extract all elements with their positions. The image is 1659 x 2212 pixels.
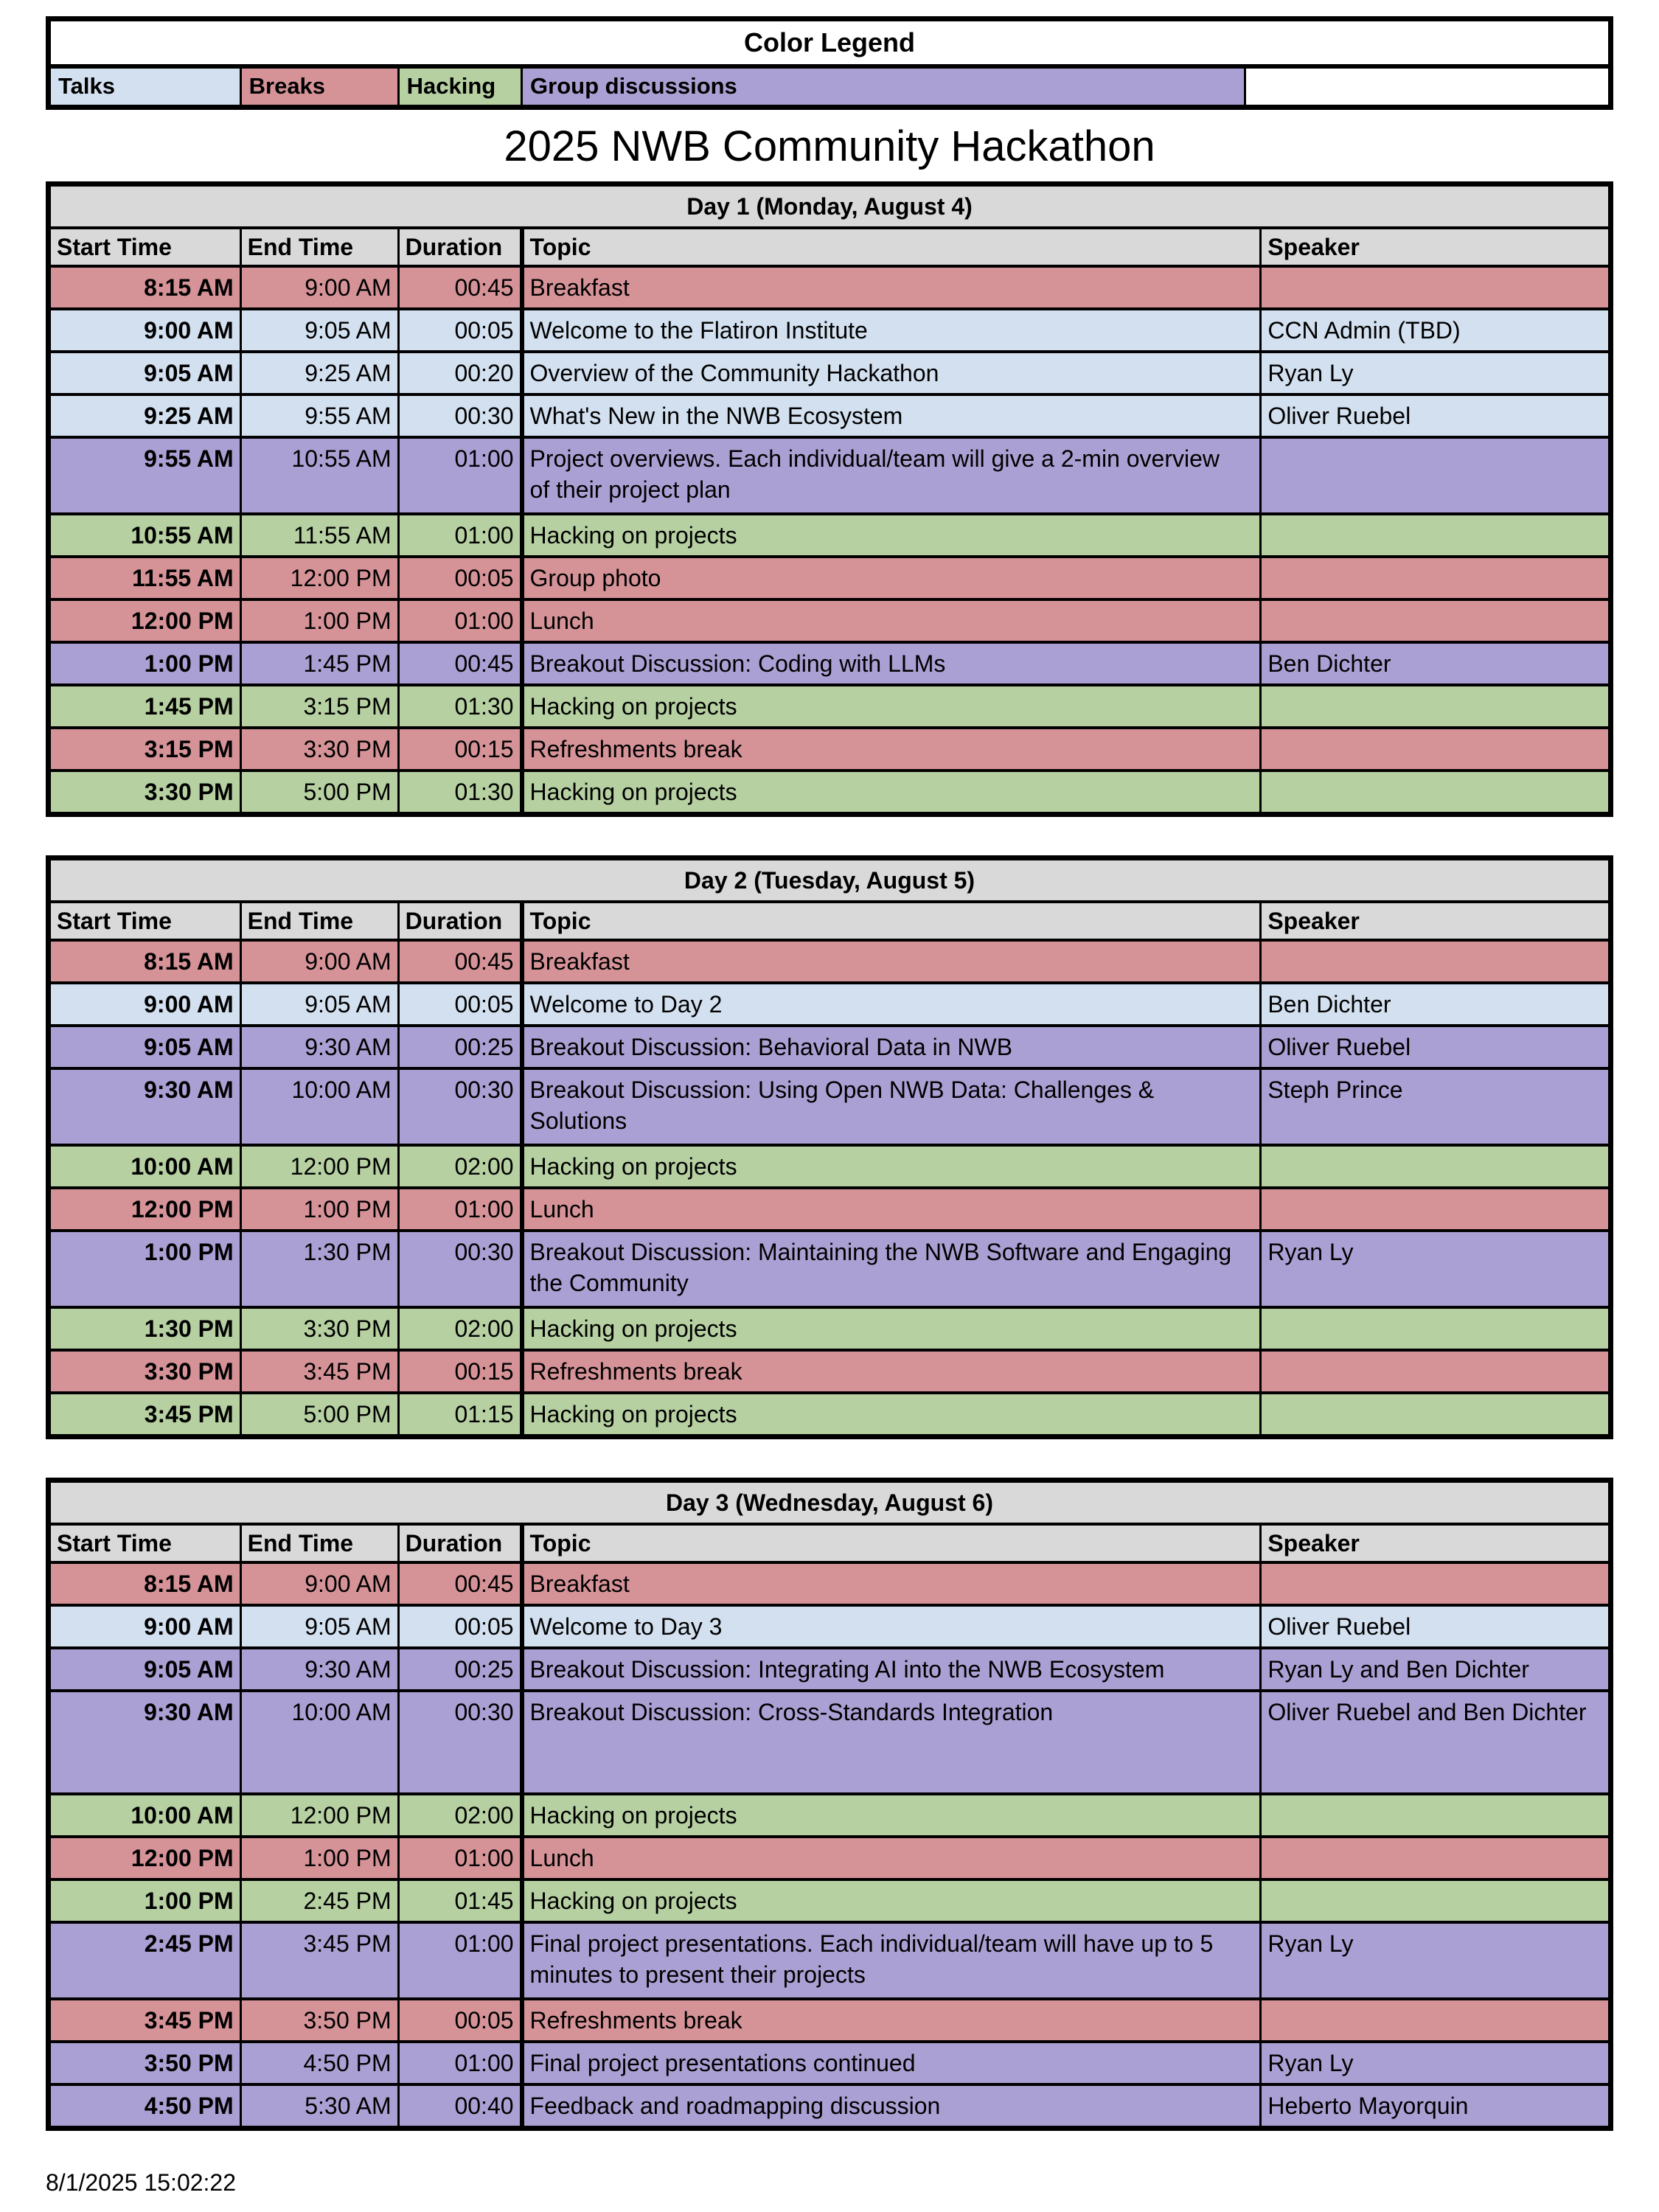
column-header-topic: Topic bbox=[522, 1524, 1261, 1562]
topic-cell: Hacking on projects bbox=[522, 1307, 1261, 1350]
schedule-row bbox=[49, 1794, 1611, 1837]
start-time-cell: 9:00 AM bbox=[49, 1605, 241, 1648]
schedule-row bbox=[49, 685, 1611, 728]
topic-cell: Breakout Discussion: Behavioral Data in NWB bbox=[522, 1026, 1261, 1068]
start-time-cell: 10:55 AM bbox=[49, 514, 241, 557]
schedule-row bbox=[49, 2042, 1611, 2084]
start-time-cell: 12:00 PM bbox=[49, 599, 241, 642]
column-header-row bbox=[49, 902, 1611, 940]
end-time-cell: 9:30 AM bbox=[240, 1026, 398, 1068]
end-time-cell: 3:15 PM bbox=[240, 685, 398, 728]
end-time-cell: 2:45 PM bbox=[240, 1879, 398, 1922]
duration-cell: 00:05 bbox=[398, 1605, 521, 1648]
end-time-cell: 12:00 PM bbox=[240, 1145, 398, 1188]
start-time-cell: 2:45 PM bbox=[49, 1922, 241, 1999]
topic-cell: Breakfast bbox=[522, 940, 1261, 983]
duration-cell: 01:30 bbox=[398, 771, 521, 815]
end-time-cell: 4:50 PM bbox=[240, 2042, 398, 2084]
duration-cell: 00:05 bbox=[398, 983, 521, 1026]
column-header-topic: Topic bbox=[522, 902, 1261, 940]
speaker-cell bbox=[1261, 1188, 1611, 1231]
speaker-cell: Oliver Ruebel bbox=[1261, 1605, 1611, 1648]
speaker-cell bbox=[1261, 557, 1611, 599]
schedule-row bbox=[49, 1188, 1611, 1231]
schedule-row bbox=[49, 983, 1611, 1026]
legend-title-row bbox=[49, 19, 1611, 66]
start-time-cell: 9:05 AM bbox=[49, 1026, 241, 1068]
start-time-cell: 9:00 AM bbox=[49, 309, 241, 352]
end-time-cell: 1:00 PM bbox=[240, 599, 398, 642]
day-1-table bbox=[46, 181, 1613, 817]
duration-cell: 00:25 bbox=[398, 1648, 521, 1691]
day-title: Day 2 (Tuesday, August 5) bbox=[49, 858, 1611, 902]
topic-cell: Hacking on projects bbox=[522, 514, 1261, 557]
topic-cell: Breakfast bbox=[522, 266, 1261, 309]
legend-title: Color Legend bbox=[49, 19, 1611, 66]
topic-cell: Hacking on projects bbox=[522, 1145, 1261, 1188]
duration-cell: 01:00 bbox=[398, 514, 521, 557]
schedule-row bbox=[49, 1922, 1611, 1999]
start-time-cell: 3:30 PM bbox=[49, 1350, 241, 1393]
duration-cell: 00:30 bbox=[398, 394, 521, 437]
topic-cell: Hacking on projects bbox=[522, 1794, 1261, 1837]
topic-cell: Breakfast bbox=[522, 1562, 1261, 1605]
column-header-speaker: Speaker bbox=[1261, 1524, 1611, 1562]
end-time-cell: 3:45 PM bbox=[240, 1922, 398, 1999]
start-time-cell: 12:00 PM bbox=[49, 1837, 241, 1879]
end-time-cell: 5:00 PM bbox=[240, 1393, 398, 1437]
schedule-row bbox=[49, 1393, 1611, 1437]
speaker-cell: Oliver Ruebel and Ben Dichter bbox=[1261, 1691, 1611, 1794]
start-time-cell: 9:30 AM bbox=[49, 1691, 241, 1794]
day-title-row bbox=[49, 184, 1611, 229]
duration-cell: 00:45 bbox=[398, 642, 521, 685]
print-timestamp: 8/1/2025 15:02:22 bbox=[46, 2169, 237, 2196]
speaker-cell: Oliver Ruebel bbox=[1261, 1026, 1611, 1068]
start-time-cell: 10:00 AM bbox=[49, 1145, 241, 1188]
end-time-cell: 9:25 AM bbox=[240, 352, 398, 394]
speaker-cell bbox=[1261, 728, 1611, 771]
end-time-cell: 9:55 AM bbox=[240, 394, 398, 437]
schedule-row bbox=[49, 1026, 1611, 1068]
speaker-cell: Ryan Ly bbox=[1261, 1231, 1611, 1307]
schedule-row bbox=[49, 1562, 1611, 1605]
schedule-page bbox=[46, 0, 1613, 2197]
end-time-cell: 9:00 AM bbox=[240, 940, 398, 983]
speaker-cell: Steph Prince bbox=[1261, 1068, 1611, 1145]
duration-cell: 00:40 bbox=[398, 2084, 521, 2129]
topic-cell: Hacking on projects bbox=[522, 1879, 1261, 1922]
legend-items-row bbox=[49, 66, 1611, 108]
start-time-cell: 4:50 PM bbox=[49, 2084, 241, 2129]
start-time-cell: 8:15 AM bbox=[49, 266, 241, 309]
day-3-table bbox=[46, 1478, 1613, 2131]
column-header-row bbox=[49, 1524, 1611, 1562]
column-header-end: End Time bbox=[240, 228, 398, 266]
column-header-duration: Duration bbox=[398, 1524, 521, 1562]
topic-cell: Group photo bbox=[522, 557, 1261, 599]
schedule-row bbox=[49, 1350, 1611, 1393]
speaker-cell bbox=[1261, 685, 1611, 728]
duration-cell: 01:30 bbox=[398, 685, 521, 728]
schedule-row bbox=[49, 309, 1611, 352]
speaker-cell: Ben Dichter bbox=[1261, 642, 1611, 685]
duration-cell: 01:00 bbox=[398, 1922, 521, 1999]
speaker-cell: Ryan Ly bbox=[1261, 1922, 1611, 1999]
start-time-cell: 10:00 AM bbox=[49, 1794, 241, 1837]
schedule-row bbox=[49, 266, 1611, 309]
end-time-cell: 9:00 AM bbox=[240, 266, 398, 309]
start-time-cell: 3:50 PM bbox=[49, 2042, 241, 2084]
topic-cell: Refreshments break bbox=[522, 1350, 1261, 1393]
speaker-cell bbox=[1261, 1562, 1611, 1605]
topic-cell: Hacking on projects bbox=[522, 771, 1261, 815]
schedule-row bbox=[49, 437, 1611, 514]
schedule-row bbox=[49, 1605, 1611, 1648]
speaker-cell bbox=[1261, 1307, 1611, 1350]
end-time-cell: 3:30 PM bbox=[240, 728, 398, 771]
speaker-cell bbox=[1261, 1999, 1611, 2042]
schedule-row bbox=[49, 1648, 1611, 1691]
topic-cell: Hacking on projects bbox=[522, 685, 1261, 728]
duration-cell: 00:15 bbox=[398, 728, 521, 771]
column-header-duration: Duration bbox=[398, 228, 521, 266]
topic-cell: Welcome to Day 2 bbox=[522, 983, 1261, 1026]
speaker-cell: Ryan Ly bbox=[1261, 2042, 1611, 2084]
start-time-cell: 3:15 PM bbox=[49, 728, 241, 771]
speaker-cell bbox=[1261, 1145, 1611, 1188]
speaker-cell bbox=[1261, 1837, 1611, 1879]
topic-cell: Lunch bbox=[522, 1188, 1261, 1231]
speaker-cell bbox=[1261, 514, 1611, 557]
topic-cell: Welcome to the Flatiron Institute bbox=[522, 309, 1261, 352]
schedule-row bbox=[49, 557, 1611, 599]
topic-cell: Lunch bbox=[522, 599, 1261, 642]
end-time-cell: 1:45 PM bbox=[240, 642, 398, 685]
duration-cell: 00:25 bbox=[398, 1026, 521, 1068]
day-title-row bbox=[49, 1481, 1611, 1525]
speaker-cell bbox=[1261, 1794, 1611, 1837]
end-time-cell: 10:55 AM bbox=[240, 437, 398, 514]
start-time-cell: 8:15 AM bbox=[49, 940, 241, 983]
end-time-cell: 5:00 PM bbox=[240, 771, 398, 815]
legend-filler-cell bbox=[1245, 66, 1611, 108]
duration-cell: 01:00 bbox=[398, 1837, 521, 1879]
schedule-row bbox=[49, 599, 1611, 642]
schedule-row bbox=[49, 1691, 1611, 1794]
day-tables-container bbox=[46, 181, 1613, 2131]
speaker-cell: Heberto Mayorquin bbox=[1261, 2084, 1611, 2129]
speaker-cell bbox=[1261, 1350, 1611, 1393]
duration-cell: 00:30 bbox=[398, 1068, 521, 1145]
end-time-cell: 3:45 PM bbox=[240, 1350, 398, 1393]
color-legend-table bbox=[46, 16, 1613, 110]
duration-cell: 00:20 bbox=[398, 352, 521, 394]
start-time-cell: 3:45 PM bbox=[49, 1393, 241, 1437]
topic-cell: Breakout Discussion: Maintaining the NWB Software and Engaging the Community bbox=[522, 1231, 1261, 1307]
day-title-row bbox=[49, 858, 1611, 902]
column-header-row bbox=[49, 228, 1611, 266]
end-time-cell: 9:05 AM bbox=[240, 983, 398, 1026]
column-header-duration: Duration bbox=[398, 902, 521, 940]
end-time-cell: 10:00 AM bbox=[240, 1691, 398, 1794]
schedule-row bbox=[49, 940, 1611, 983]
start-time-cell: 3:30 PM bbox=[49, 771, 241, 815]
end-time-cell: 11:55 AM bbox=[240, 514, 398, 557]
speaker-cell bbox=[1261, 599, 1611, 642]
column-header-end: End Time bbox=[240, 1524, 398, 1562]
duration-cell: 01:00 bbox=[398, 599, 521, 642]
speaker-cell bbox=[1261, 771, 1611, 815]
duration-cell: 00:15 bbox=[398, 1350, 521, 1393]
start-time-cell: 9:00 AM bbox=[49, 983, 241, 1026]
schedule-row bbox=[49, 1837, 1611, 1879]
end-time-cell: 3:50 PM bbox=[240, 1999, 398, 2042]
legend-item-break: Breaks bbox=[240, 66, 398, 108]
topic-cell: Refreshments break bbox=[522, 728, 1261, 771]
start-time-cell: 9:05 AM bbox=[49, 1648, 241, 1691]
start-time-cell: 1:00 PM bbox=[49, 1231, 241, 1307]
duration-cell: 00:45 bbox=[398, 940, 521, 983]
topic-cell: Breakout Discussion: Coding with LLMs bbox=[522, 642, 1261, 685]
column-header-start: Start Time bbox=[49, 1524, 241, 1562]
duration-cell: 02:00 bbox=[398, 1307, 521, 1350]
duration-cell: 00:30 bbox=[398, 1691, 521, 1794]
schedule-row bbox=[49, 771, 1611, 815]
duration-cell: 00:05 bbox=[398, 557, 521, 599]
duration-cell: 00:45 bbox=[398, 266, 521, 309]
start-time-cell: 1:00 PM bbox=[49, 642, 241, 685]
duration-cell: 02:00 bbox=[398, 1794, 521, 1837]
speaker-cell: CCN Admin (TBD) bbox=[1261, 309, 1611, 352]
duration-cell: 02:00 bbox=[398, 1145, 521, 1188]
end-time-cell: 12:00 PM bbox=[240, 1794, 398, 1837]
duration-cell: 01:00 bbox=[398, 2042, 521, 2084]
speaker-cell: Ben Dichter bbox=[1261, 983, 1611, 1026]
column-header-topic: Topic bbox=[522, 228, 1261, 266]
schedule-row bbox=[49, 1231, 1611, 1307]
day-title: Day 3 (Wednesday, August 6) bbox=[49, 1481, 1611, 1525]
duration-cell: 01:00 bbox=[398, 437, 521, 514]
topic-cell: Breakout Discussion: Integrating AI into the NWB Ecosystem bbox=[522, 1648, 1261, 1691]
start-time-cell: 9:55 AM bbox=[49, 437, 241, 514]
end-time-cell: 1:30 PM bbox=[240, 1231, 398, 1307]
start-time-cell: 1:30 PM bbox=[49, 1307, 241, 1350]
start-time-cell: 3:45 PM bbox=[49, 1999, 241, 2042]
duration-cell: 00:05 bbox=[398, 1999, 521, 2042]
legend-item-hack: Hacking bbox=[398, 66, 521, 108]
column-header-end: End Time bbox=[240, 902, 398, 940]
schedule-row bbox=[49, 514, 1611, 557]
start-time-cell: 9:05 AM bbox=[49, 352, 241, 394]
end-time-cell: 5:30 AM bbox=[240, 2084, 398, 2129]
speaker-cell bbox=[1261, 1879, 1611, 1922]
end-time-cell: 12:00 PM bbox=[240, 557, 398, 599]
end-time-cell: 3:30 PM bbox=[240, 1307, 398, 1350]
column-header-start: Start Time bbox=[49, 902, 241, 940]
speaker-cell bbox=[1261, 266, 1611, 309]
end-time-cell: 9:05 AM bbox=[240, 309, 398, 352]
topic-cell: Project overviews. Each individual/team will give a 2-min overview of their project plan bbox=[522, 437, 1261, 514]
speaker-cell: Ryan Ly and Ben Dichter bbox=[1261, 1648, 1611, 1691]
legend-item-talk: Talks bbox=[49, 66, 241, 108]
topic-cell: What's New in the NWB Ecosystem bbox=[522, 394, 1261, 437]
speaker-cell: Oliver Ruebel bbox=[1261, 394, 1611, 437]
topic-cell: Refreshments break bbox=[522, 1999, 1261, 2042]
end-time-cell: 9:00 AM bbox=[240, 1562, 398, 1605]
duration-cell: 01:15 bbox=[398, 1393, 521, 1437]
speaker-cell bbox=[1261, 437, 1611, 514]
start-time-cell: 8:15 AM bbox=[49, 1562, 241, 1605]
schedule-row bbox=[49, 1145, 1611, 1188]
day-title: Day 1 (Monday, August 4) bbox=[49, 184, 1611, 229]
end-time-cell: 9:05 AM bbox=[240, 1605, 398, 1648]
end-time-cell: 1:00 PM bbox=[240, 1837, 398, 1879]
speaker-cell bbox=[1261, 940, 1611, 983]
topic-cell: Overview of the Community Hackathon bbox=[522, 352, 1261, 394]
speaker-cell: Ryan Ly bbox=[1261, 352, 1611, 394]
page-title: 2025 NWB Community Hackathon bbox=[504, 122, 1155, 170]
start-time-cell: 1:45 PM bbox=[49, 685, 241, 728]
day-2-table bbox=[46, 855, 1613, 1439]
end-time-cell: 1:00 PM bbox=[240, 1188, 398, 1231]
legend-item-group: Group discussions bbox=[522, 66, 1245, 108]
duration-cell: 00:45 bbox=[398, 1562, 521, 1605]
speaker-cell bbox=[1261, 1393, 1611, 1437]
schedule-row bbox=[49, 1068, 1611, 1145]
topic-cell: Feedback and roadmapping discussion bbox=[522, 2084, 1261, 2129]
start-time-cell: 11:55 AM bbox=[49, 557, 241, 599]
column-header-start: Start Time bbox=[49, 228, 241, 266]
start-time-cell: 9:30 AM bbox=[49, 1068, 241, 1145]
topic-cell: Welcome to Day 3 bbox=[522, 1605, 1261, 1648]
schedule-row bbox=[49, 1879, 1611, 1922]
schedule-row bbox=[49, 728, 1611, 771]
start-time-cell: 12:00 PM bbox=[49, 1188, 241, 1231]
topic-cell: Breakout Discussion: Cross-Standards Integration bbox=[522, 1691, 1261, 1794]
schedule-row bbox=[49, 1999, 1611, 2042]
column-header-speaker: Speaker bbox=[1261, 902, 1611, 940]
end-time-cell: 10:00 AM bbox=[240, 1068, 398, 1145]
start-time-cell: 1:00 PM bbox=[49, 1879, 241, 1922]
column-header-speaker: Speaker bbox=[1261, 228, 1611, 266]
duration-cell: 00:30 bbox=[398, 1231, 521, 1307]
topic-cell: Lunch bbox=[522, 1837, 1261, 1879]
schedule-row bbox=[49, 2084, 1611, 2129]
topic-cell: Hacking on projects bbox=[522, 1393, 1261, 1437]
schedule-row bbox=[49, 352, 1611, 394]
duration-cell: 00:05 bbox=[398, 309, 521, 352]
topic-cell: Final project presentations. Each individual/team will have up to 5 minutes to present their projects bbox=[522, 1922, 1261, 1999]
duration-cell: 01:45 bbox=[398, 1879, 521, 1922]
schedule-row bbox=[49, 394, 1611, 437]
duration-cell: 01:00 bbox=[398, 1188, 521, 1231]
start-time-cell: 9:25 AM bbox=[49, 394, 241, 437]
topic-cell: Breakout Discussion: Using Open NWB Data: Challenges & Solutions bbox=[522, 1068, 1261, 1145]
end-time-cell: 9:30 AM bbox=[240, 1648, 398, 1691]
schedule-row bbox=[49, 642, 1611, 685]
schedule-row bbox=[49, 1307, 1611, 1350]
topic-cell: Final project presentations continued bbox=[522, 2042, 1261, 2084]
